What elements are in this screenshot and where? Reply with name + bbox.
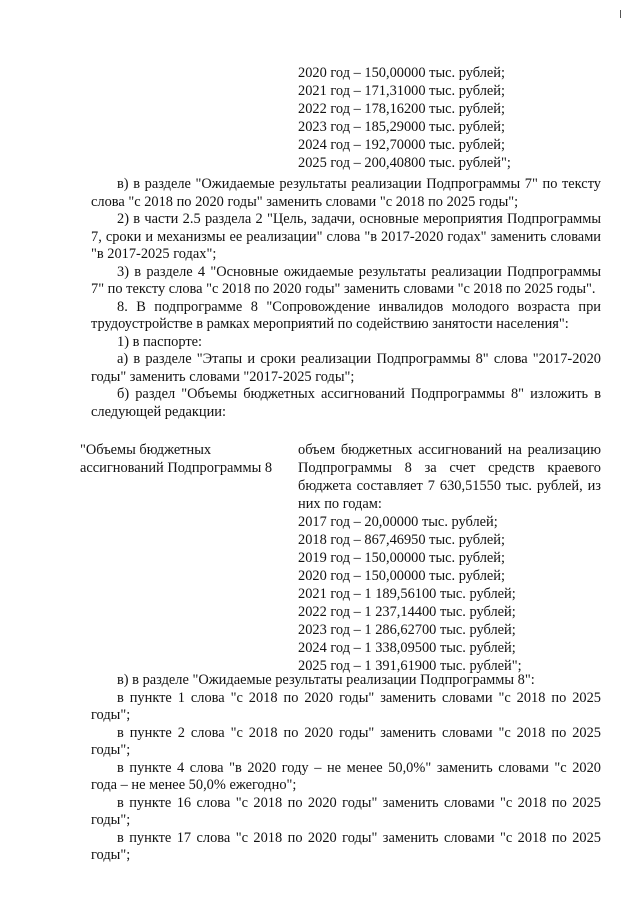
paragraph: в пункте 1 слова "с 2018 по 2020 годы" заменить словами "с 2018 по 2025 годы"; (91, 689, 601, 723)
paragraph: 2) в части 2.5 раздела 2 "Цель, задачи, основные мероприятия Подпрограммы 7, сроки и механизмы ее реализации" слова "в 2017-2020 годах" заменить словами "в 2017-2025 годах"; (91, 211, 601, 262)
table-year-line: 2020 год – 150,00000 тыс. рублей; (298, 568, 505, 584)
budget-year-line: 2020 год – 150,00000 тыс. рублей; (298, 65, 505, 81)
table-years-list (298, 513, 601, 675)
paragraph: в пункте 2 слова "с 2018 по 2020 годы" заменить словами "с 2018 по 2025 годы"; (91, 724, 601, 758)
table-right-intro: объем бюджетных ассигнований на реализацию Подпрограммы 8 за счет средств краевого бюджета составляет 7 630,51550 тыс. рублей, из них по годам: (298, 442, 601, 512)
scan-mark (620, 10, 621, 18)
budget-year-line: 2024 год – 192,70000 тыс. рублей; (298, 137, 505, 153)
paragraph: 8. В подпрограмме 8 "Сопровождение инвалидов молодого возраста при трудоустройстве в рамках мероприятий по содействию занятости населения": (91, 298, 601, 332)
table-year-line: 2025 год – 1 391,61900 тыс. рублей"; (298, 658, 522, 674)
table-right-cell (298, 441, 601, 675)
table-year-line: 2021 год – 1 189,56100 тыс. рублей; (298, 586, 516, 602)
table-year-line: 2024 год – 1 338,09500 тыс. рублей; (298, 640, 516, 656)
budget-year-line: 2023 год – 185,29000 тыс. рублей; (298, 119, 505, 135)
table-left-cell: "Объемы бюджетных ассигнований Подпрограммы 8 (80, 442, 273, 476)
paragraph: в) в разделе "Ожидаемые результаты реализации Подпрограммы 7" по тексту слова "с 2018 по 2020 годы" заменить словами "с 2018 по 2025 годы"; (91, 176, 601, 210)
budget-years-list (298, 64, 511, 172)
budget-year-line: 2021 год – 171,31000 тыс. рублей; (298, 83, 505, 99)
table-year-line: 2017 год – 20,00000 тыс. рублей; (298, 514, 498, 530)
budget-year-line: 2025 год – 200,40800 тыс. рублей"; (298, 155, 511, 171)
table-year-line: 2023 год – 1 286,62700 тыс. рублей; (298, 622, 516, 638)
paragraph: в) в разделе "Ожидаемые результаты реализации Подпрограммы 8": (117, 672, 535, 688)
table-year-line: 2019 год – 150,00000 тыс. рублей; (298, 550, 505, 566)
paragraph: в пункте 4 слова "в 2020 году – не менее 50,0%" заменить словами "с 2020 года – не менее 50,0% ежегодно"; (91, 759, 601, 793)
paragraph: 1) в паспорте: (117, 333, 203, 350)
paragraph: 3) в разделе 4 "Основные ожидаемые результаты реализации Подпрограммы 7" по тексту слова "с 2018 по 2020 годы" заменить словами "с 2018 по 2025 годы". (91, 263, 601, 297)
paragraph: а) в разделе "Этапы и сроки реализации Подпрограммы 8" слова "2017-2020 годы" заменить словами "2017-2025 годы"; (91, 351, 601, 385)
paragraph: б) раздел "Объемы бюджетных ассигнований Подпрограммы 8" изложить в следующей редакции: (91, 386, 601, 420)
budget-year-line: 2022 год – 178,16200 тыс. рублей; (298, 101, 505, 117)
table-year-line: 2022 год – 1 237,14400 тыс. рублей; (298, 604, 516, 620)
table-year-line: 2018 год – 867,46950 тыс. рублей; (298, 532, 505, 548)
body-text-2 (91, 672, 601, 865)
body-text-1 (91, 176, 601, 421)
paragraph: в пункте 17 слова "с 2018 по 2020 годы" заменить словами "с 2018 по 2025 годы"; (91, 829, 601, 863)
paragraph: в пункте 16 слова "с 2018 по 2020 годы" заменить словами "с 2018 по 2025 годы"; (91, 794, 601, 828)
